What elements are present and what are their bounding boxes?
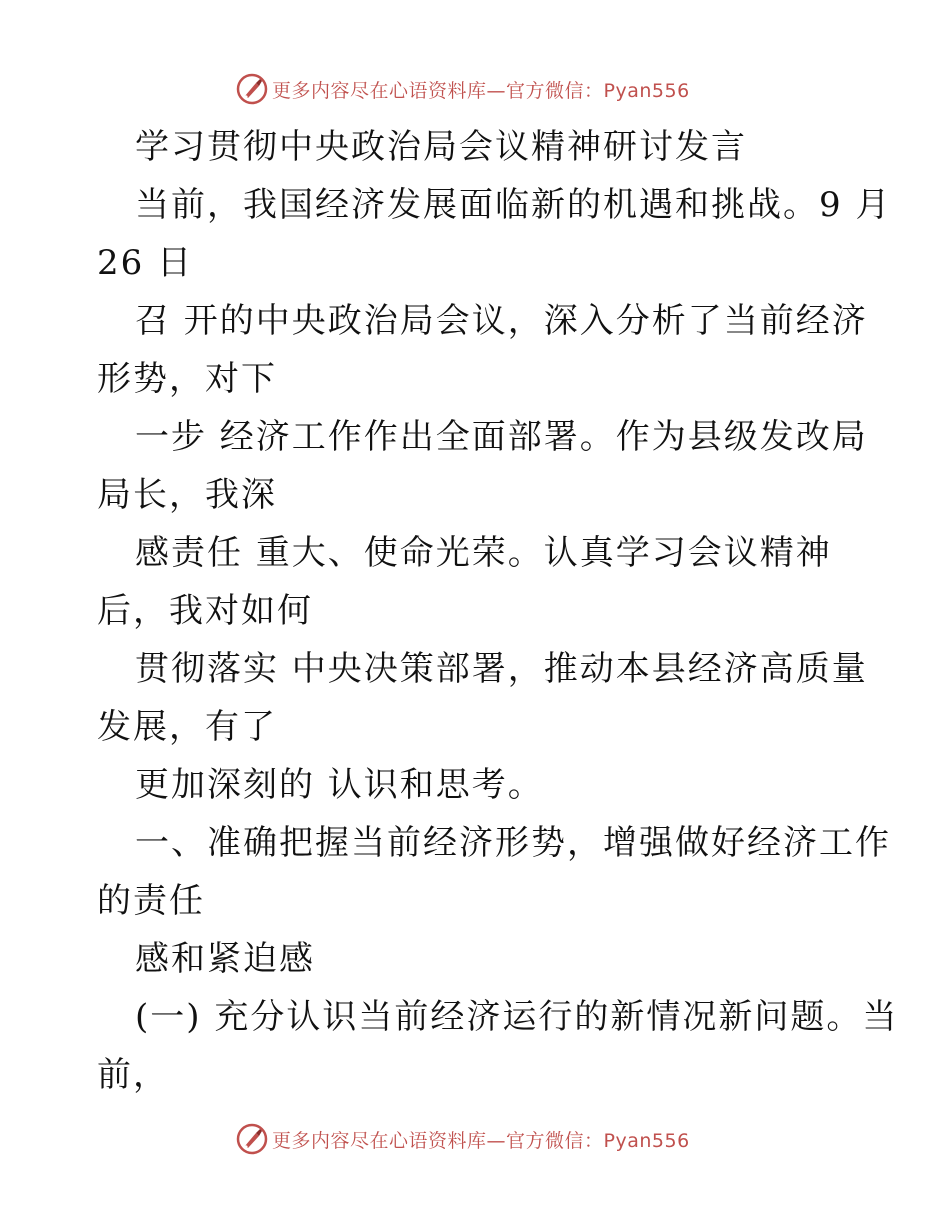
text-line: 后，我对如何 — [97, 591, 313, 631]
text-line: 的责任 — [97, 881, 205, 921]
banner-wechat-id: Pyan556 — [603, 1129, 690, 1152]
text-line: 感和紧迫感 — [135, 939, 315, 979]
text-line: 召 开的中央政治局会议，深入分析了当前经济 — [135, 301, 868, 341]
pen-nib-logo-icon — [236, 73, 268, 105]
text-line: 一步 经济工作作出全面部署。作为县级发改局 — [135, 417, 868, 457]
text-line: 局长，我深 — [97, 475, 277, 515]
text-line: 一、准确把握当前经济形势，增强做好经济工作 — [135, 823, 891, 863]
banner-text — [272, 76, 690, 103]
pen-nib-logo-icon — [236, 1123, 268, 1155]
banner-label: 更多内容尽在心语资料库—官方微信： — [272, 1129, 604, 1152]
text-line: 感责任 重大、使命光荣。认真学习会议精神 — [135, 533, 832, 573]
text-line: 贯彻落实 中央决策部署，推动本县经济高质量 — [135, 649, 868, 689]
text-line: 前， — [97, 1055, 169, 1095]
text-line: 更加深刻的 认识和思考。 — [135, 765, 544, 805]
text-line: 发展，有了 — [97, 707, 277, 747]
text-line: 26 日 — [97, 243, 194, 283]
text-line: 形势，对下 — [97, 359, 277, 399]
text-line: (一) 充分认识当前经济运行的新情况新问题。当 — [135, 997, 899, 1037]
text-line: 当前，我国经济发展面临新的机遇和挑战。9 月 — [135, 185, 892, 225]
document-body — [97, 118, 899, 1104]
footer-banner — [236, 1122, 690, 1156]
banner-label: 更多内容尽在心语资料库—官方微信： — [272, 79, 604, 102]
text-line: 学习贯彻中央政治局会议精神研讨发言 — [135, 127, 747, 167]
banner-wechat-id: Pyan556 — [603, 79, 690, 102]
header-banner — [236, 72, 690, 106]
banner-text — [272, 1126, 690, 1153]
